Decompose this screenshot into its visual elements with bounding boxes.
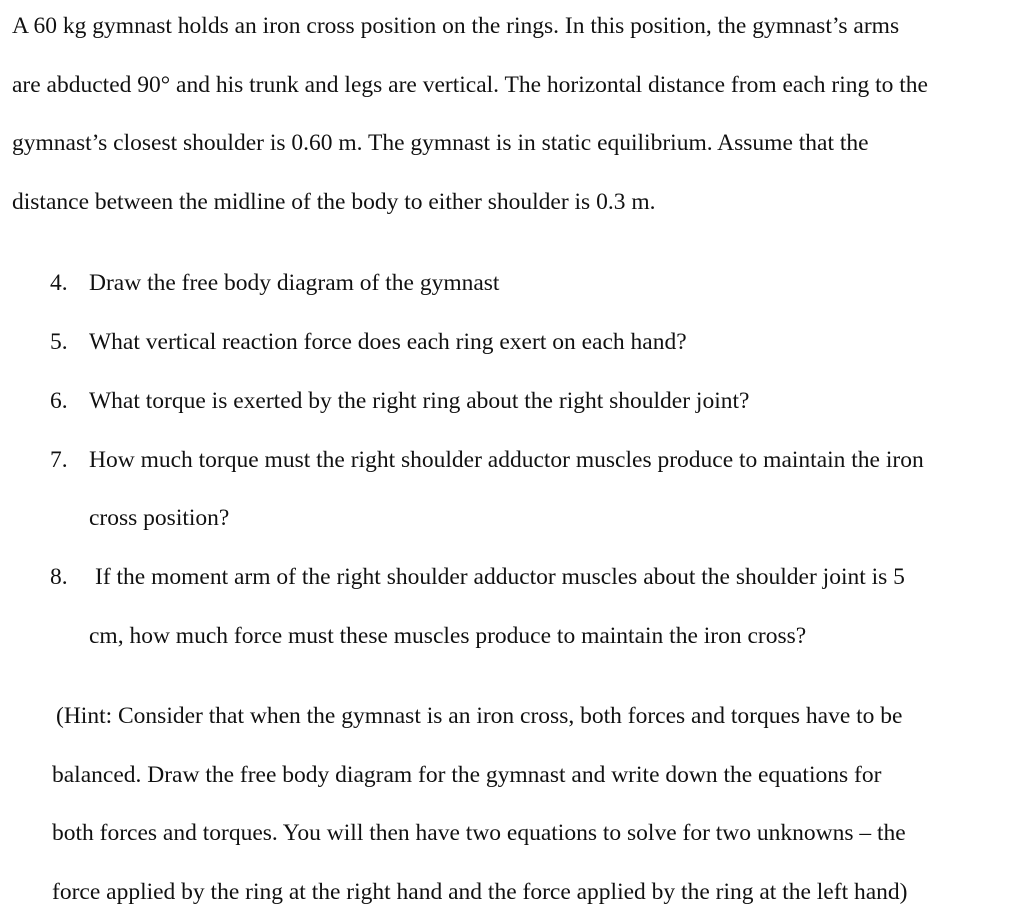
question-text: What torque is exerted by the right ring about the right shoulder joint? — [89, 388, 750, 414]
hint-line: balanced. Draw the free body diagram for the gymnast and write down the equations for — [52, 762, 882, 788]
question-text: Draw the free body diagram of the gymnast — [89, 270, 500, 296]
question-number: 4. — [50, 270, 68, 296]
question-number: 6. — [50, 388, 68, 414]
question-text: cross position? — [89, 505, 230, 531]
question-number: 7. — [50, 447, 68, 473]
hint-line: both forces and torques. You will then have two equations to solve for two unknowns – the — [52, 820, 906, 846]
intro-line: A 60 kg gymnast holds an iron cross position on the rings. In this position, the gymnast’s arms — [12, 13, 900, 39]
question-number: 8. — [50, 564, 68, 590]
intro-line: gymnast’s closest shoulder is 0.60 m. The gymnast is in static equilibrium. Assume that the — [12, 130, 869, 156]
intro-line: are abducted 90° and his trunk and legs are vertical. The horizontal distance from each ring to the — [12, 72, 928, 98]
question-text: How much torque must the right shoulder adductor muscles produce to maintain the iron — [89, 447, 924, 473]
question-text: cm, how much force must these muscles produce to maintain the iron cross? — [89, 623, 807, 649]
intro-line: distance between the midline of the body to either shoulder is 0.3 m. — [12, 189, 656, 215]
question-text: If the moment arm of the right shoulder adductor muscles about the shoulder joint is 5 — [95, 564, 905, 590]
hint-line: force applied by the ring at the right hand and the force applied by the ring at the left hand) — [52, 879, 908, 905]
hint-line: (Hint: Consider that when the gymnast is an iron cross, both forces and torques have to be — [56, 703, 903, 729]
question-text: What vertical reaction force does each ring exert on each hand? — [89, 329, 687, 355]
question-number: 5. — [50, 329, 68, 355]
